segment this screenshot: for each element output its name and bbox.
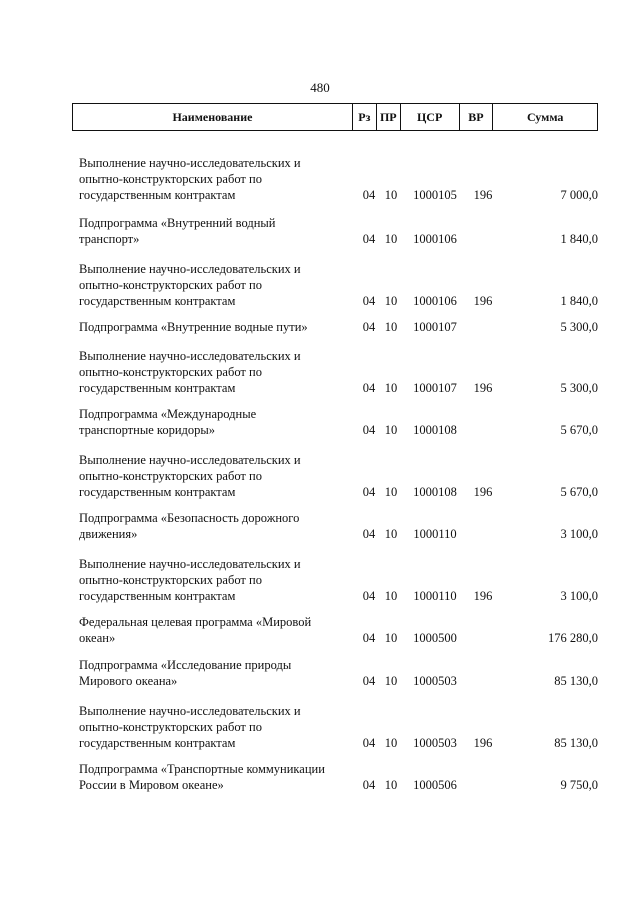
row-sum: 5 300,0 <box>560 320 598 334</box>
column-header-sum: Сумма <box>526 109 564 124</box>
row-name <box>79 452 344 500</box>
row-rz: 04 <box>362 485 376 499</box>
row-name-line: Выполнение научно-исследовательских и <box>79 156 301 170</box>
row-name-line: движения» <box>79 527 138 541</box>
column-header-pr: ПР <box>377 104 401 130</box>
page-number: 480 <box>310 80 330 95</box>
row-name-line: транспортные коридоры» <box>79 423 216 437</box>
row-name-line: Выполнение научно-исследовательских и <box>79 557 301 571</box>
row-pr: 10 <box>384 736 398 750</box>
row-name <box>79 510 344 542</box>
row-name-line: России в Мировом океане» <box>79 778 224 792</box>
row-csr: 1000108 <box>413 485 457 499</box>
row-name-line: Подпрограмма «Исследование природы <box>79 658 292 672</box>
row-name <box>79 556 344 604</box>
row-vr: 196 <box>473 736 493 750</box>
row-rz: 04 <box>362 188 376 202</box>
row-sum: 176 280,0 <box>548 631 598 645</box>
row-pr: 10 <box>384 294 398 308</box>
row-pr: 10 <box>384 778 398 792</box>
row-csr: 1000108 <box>413 423 457 437</box>
row-name-line: Выполнение научно-исследовательских и <box>79 262 301 276</box>
row-name-line: Подпрограмма «Безопасность дорожного <box>79 511 300 525</box>
row-pr: 10 <box>384 527 398 541</box>
row-name-line: Выполнение научно-исследовательских и <box>79 349 301 363</box>
row-name-line: опытно-конструкторских работ по <box>79 278 262 292</box>
row-name-line: опытно-конструкторских работ по <box>79 720 262 734</box>
row-name-line: Выполнение научно-исследовательских и <box>79 453 301 467</box>
row-name-line: государственным контрактам <box>79 294 236 308</box>
row-rz: 04 <box>362 631 376 645</box>
row-name <box>79 155 344 203</box>
row-name-line: транспорт» <box>79 232 140 246</box>
row-csr: 1000106 <box>413 294 457 308</box>
row-csr: 1000105 <box>413 188 457 202</box>
row-name-line: опытно-конструкторских работ по <box>79 573 262 587</box>
row-sum: 5 670,0 <box>560 485 598 499</box>
row-vr: 196 <box>473 381 493 395</box>
row-sum: 7 000,0 <box>560 188 598 202</box>
row-rz: 04 <box>362 320 376 334</box>
row-name-line: опытно-конструкторских работ по <box>79 469 262 483</box>
row-rz: 04 <box>362 381 376 395</box>
row-pr: 10 <box>384 631 398 645</box>
row-name <box>79 215 344 247</box>
row-name-line: государственным контрактам <box>79 485 236 499</box>
row-pr: 10 <box>384 485 398 499</box>
row-sum: 3 100,0 <box>560 527 598 541</box>
row-csr: 1000110 <box>413 589 457 603</box>
row-name-line: государственным контрактам <box>79 736 236 750</box>
row-pr: 10 <box>384 674 398 688</box>
column-header-vr: ВР <box>460 104 494 130</box>
row-rz: 04 <box>362 589 376 603</box>
row-name-line: Мирового океана» <box>79 674 178 688</box>
row-sum: 9 750,0 <box>560 778 598 792</box>
row-name-line: государственным контрактам <box>79 589 236 603</box>
row-rz: 04 <box>362 674 376 688</box>
row-pr: 10 <box>384 423 398 437</box>
row-pr: 10 <box>384 589 398 603</box>
row-pr: 10 <box>384 381 398 395</box>
row-rz: 04 <box>362 232 376 246</box>
row-name <box>79 261 344 309</box>
row-vr: 196 <box>473 589 493 603</box>
column-header-name: Наименование <box>73 104 353 130</box>
row-name-line: Федеральная целевая программа «Мировой <box>79 615 312 629</box>
row-name-line: Подпрограмма «Внутренние водные пути» <box>79 320 308 334</box>
row-name-line: Подпрограмма «Транспортные коммуникации <box>79 762 325 776</box>
row-vr: 196 <box>473 485 493 499</box>
row-sum: 1 840,0 <box>560 232 598 246</box>
column-header-csr: ЦСР <box>401 104 460 130</box>
row-sum: 85 130,0 <box>554 674 598 688</box>
row-name-line: Подпрограмма «Международные <box>79 407 257 421</box>
row-csr: 1000500 <box>413 631 457 645</box>
row-name-line: опытно-конструкторских работ по <box>79 365 262 379</box>
row-name-line: государственным контрактам <box>79 188 236 202</box>
row-csr: 1000503 <box>413 736 457 750</box>
row-name <box>79 703 344 751</box>
row-vr: 196 <box>473 188 493 202</box>
row-sum: 3 100,0 <box>560 589 598 603</box>
row-name-line: океан» <box>79 631 116 645</box>
row-csr: 1000106 <box>413 232 457 246</box>
row-name <box>79 761 344 793</box>
row-csr: 1000503 <box>413 674 457 688</box>
column-header-rz: Рз <box>353 104 377 130</box>
row-csr: 1000506 <box>413 778 457 792</box>
row-csr: 1000107 <box>413 320 457 334</box>
row-rz: 04 <box>362 527 376 541</box>
row-rz: 04 <box>362 736 376 750</box>
row-pr: 10 <box>384 320 398 334</box>
row-name <box>79 406 344 438</box>
row-name-line: Выполнение научно-исследовательских и <box>79 704 301 718</box>
table-header <box>72 103 598 131</box>
row-csr: 1000110 <box>413 527 457 541</box>
row-name <box>79 348 344 396</box>
row-rz: 04 <box>362 778 376 792</box>
row-vr: 196 <box>473 294 493 308</box>
row-pr: 10 <box>384 188 398 202</box>
row-name <box>79 614 344 646</box>
row-csr: 1000107 <box>413 381 457 395</box>
row-sum: 1 840,0 <box>560 294 598 308</box>
row-name <box>79 657 344 689</box>
row-pr: 10 <box>384 232 398 246</box>
row-name-line: опытно-конструкторских работ по <box>79 172 262 186</box>
row-rz: 04 <box>362 423 376 437</box>
row-rz: 04 <box>362 294 376 308</box>
row-name <box>79 319 344 335</box>
row-name-line: Подпрограмма «Внутренний водный <box>79 216 276 230</box>
row-sum: 5 300,0 <box>560 381 598 395</box>
row-sum: 85 130,0 <box>554 736 598 750</box>
row-sum: 5 670,0 <box>560 423 598 437</box>
row-name-line: государственным контрактам <box>79 381 236 395</box>
